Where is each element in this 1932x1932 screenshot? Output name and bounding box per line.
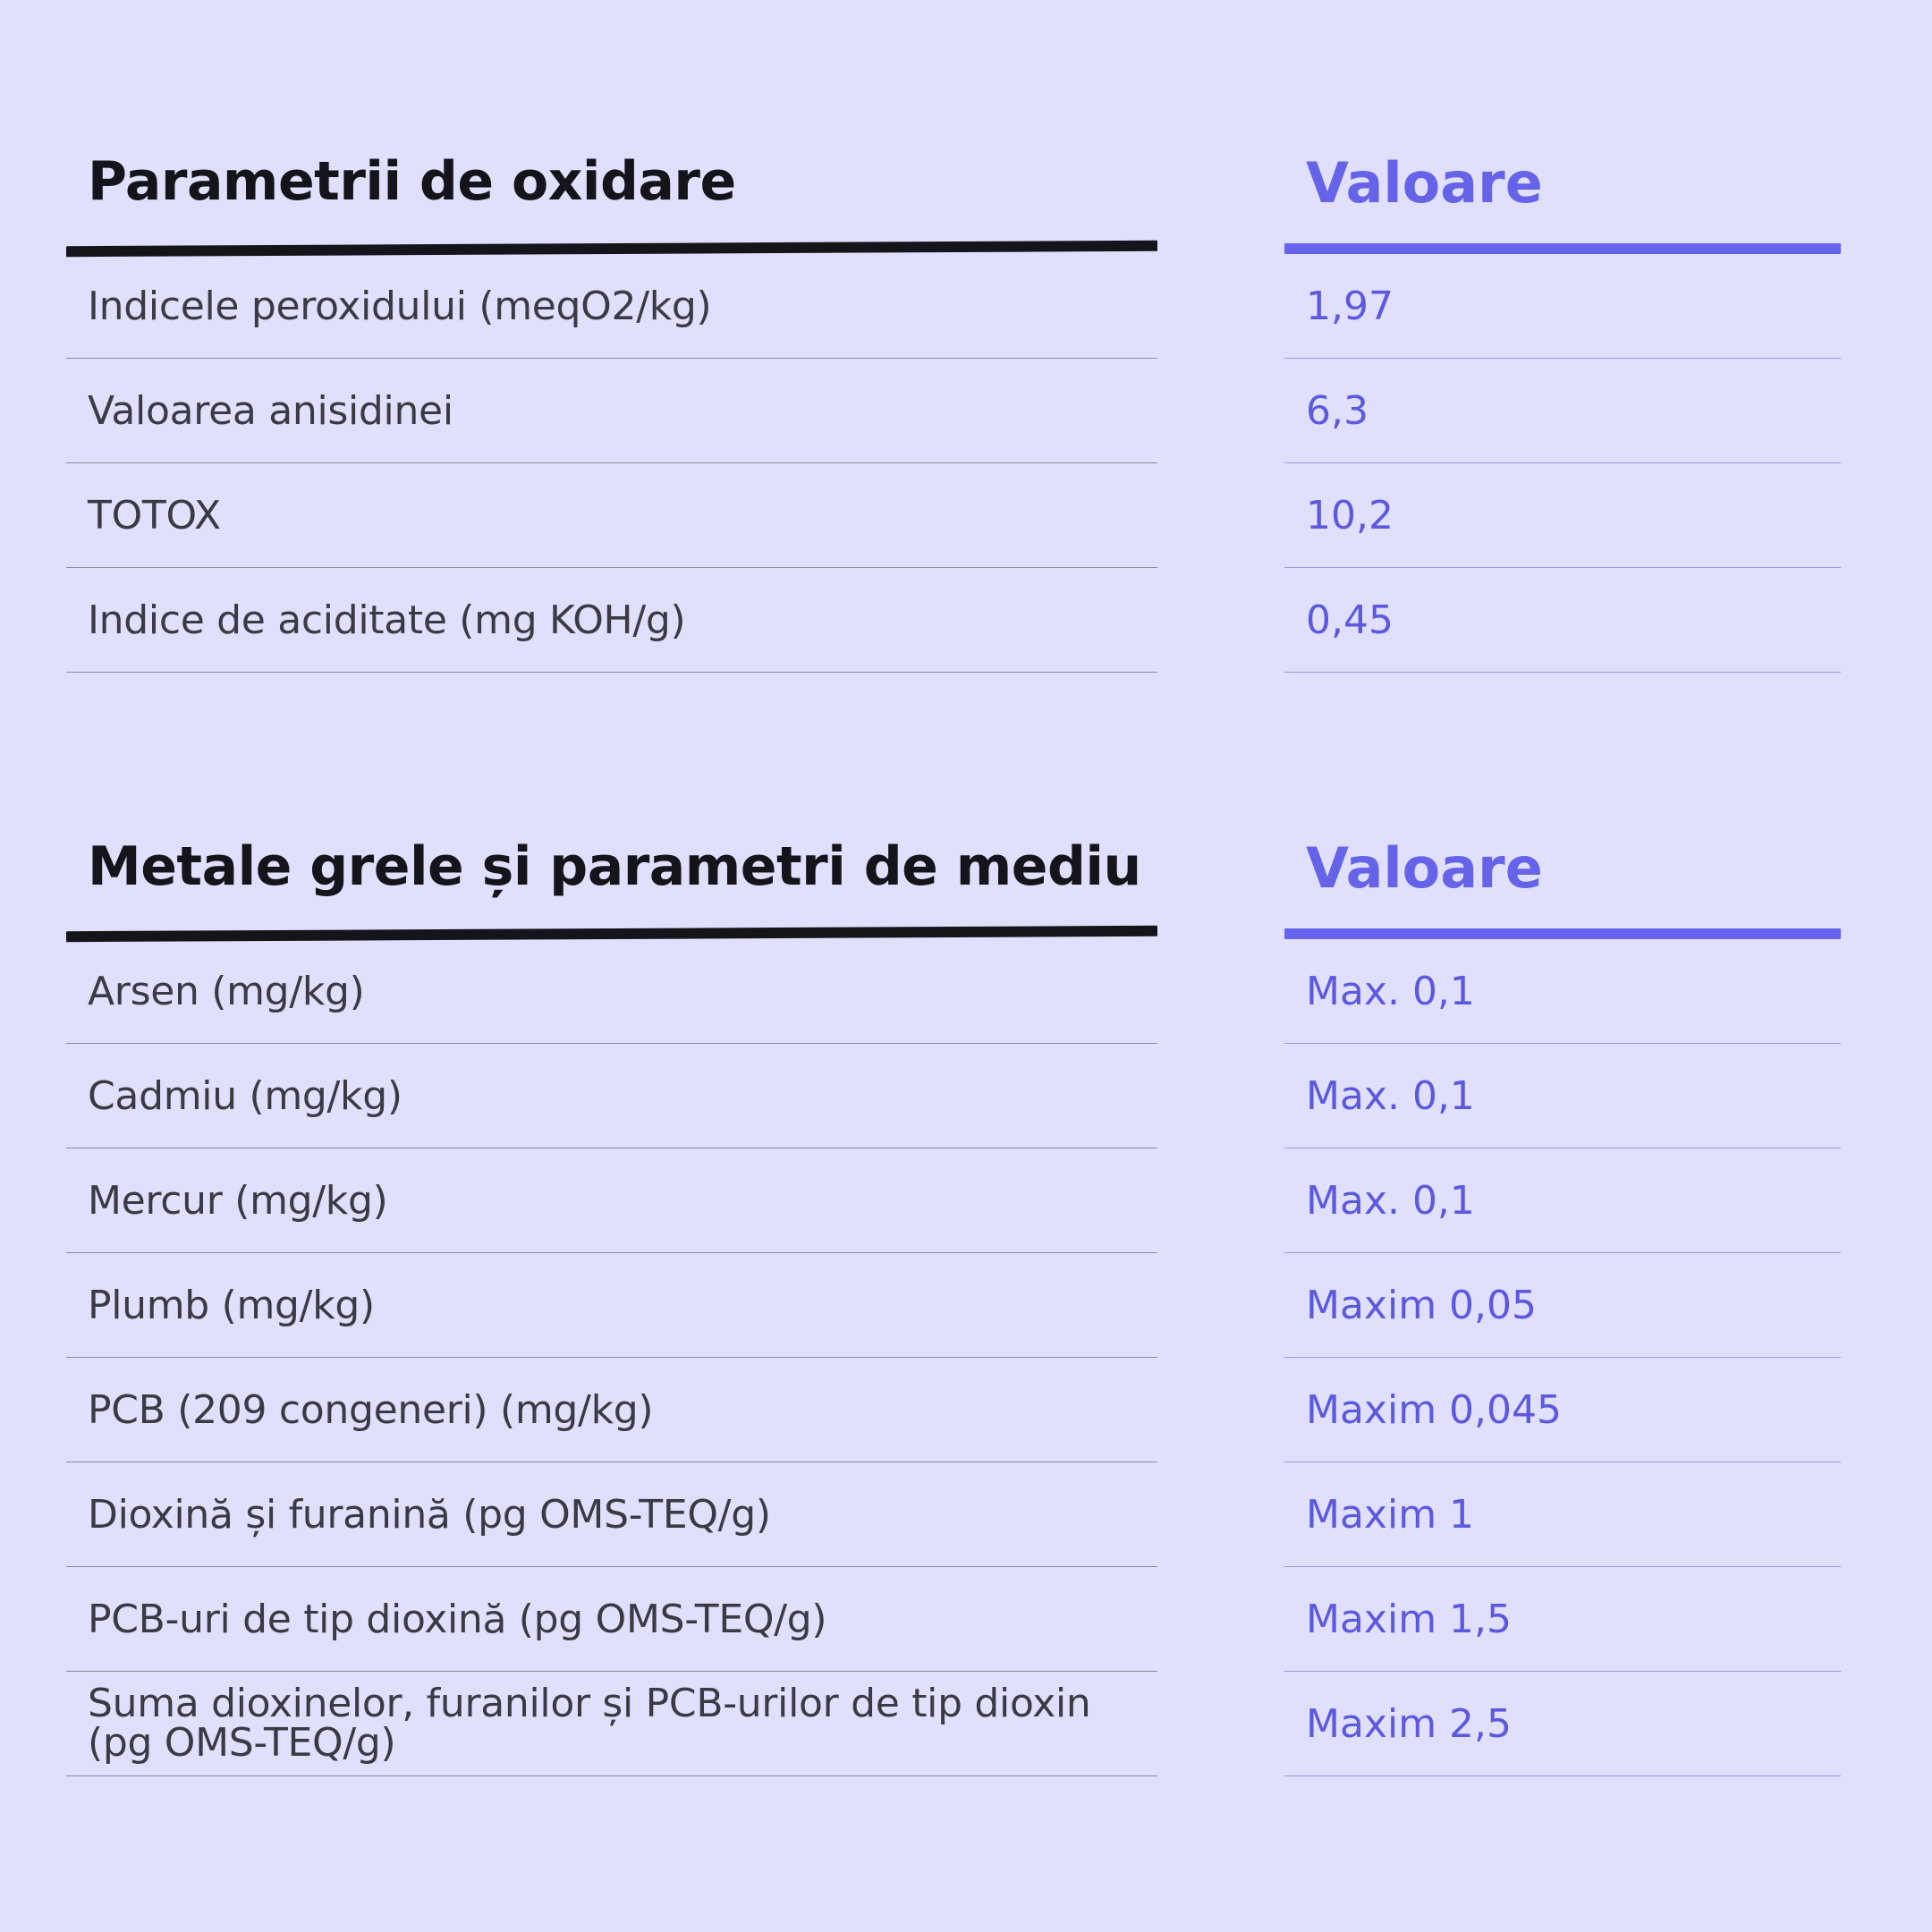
value-cell: Max. 0,1 (1306, 1177, 1475, 1224)
parameter-label: PCB (209 congeneri) (mg/kg) (88, 1386, 654, 1433)
table-row (66, 1462, 1157, 1567)
heavy-metals-title: Metale grele și parametri de mediu (88, 835, 1141, 898)
heavy-metals-parameter-column (66, 828, 1157, 1776)
table-row (1284, 1044, 1841, 1148)
table-row (66, 254, 1157, 359)
table-row (66, 463, 1157, 568)
table-row (66, 1672, 1157, 1776)
table-row (66, 1044, 1157, 1148)
parameter-label: Indice de aciditate (mg KOH/g) (88, 597, 686, 643)
oxidation-header (66, 143, 1157, 243)
table-row (66, 1148, 1157, 1253)
value-cell: Maxim 1 (1306, 1491, 1475, 1538)
heavy-metals-value-column (1284, 828, 1841, 1776)
value-cell: 1,97 (1306, 283, 1394, 329)
table-row (1284, 1567, 1841, 1672)
parameter-label: Dioxină și furanină (pg OMS-TEQ/g) (88, 1491, 771, 1538)
oxidation-value-header (1284, 143, 1841, 243)
table-row (1284, 1462, 1841, 1567)
table-row (1284, 359, 1841, 463)
value-header: Valoare (1306, 150, 1543, 216)
value-header-rule (1284, 243, 1841, 254)
parameter-label: Arsen (mg/kg) (88, 968, 365, 1014)
value-cell: 10,2 (1306, 492, 1394, 538)
parameter-label: Valoarea anisidinei (88, 387, 453, 434)
table-row (1284, 1672, 1841, 1776)
table-row (1284, 1358, 1841, 1462)
table-row (1284, 463, 1841, 568)
value-cell: 0,45 (1306, 597, 1394, 643)
oxidation-parameter-column (66, 143, 1157, 673)
table-row (66, 1253, 1157, 1358)
heavy-metals-value-header (1284, 828, 1841, 928)
value-header-rule (1284, 928, 1841, 939)
table-row (1284, 1148, 1841, 1253)
table-row (66, 359, 1157, 463)
value-cell: Maxim 0,045 (1306, 1386, 1562, 1433)
table-row (1284, 568, 1841, 673)
value-cell: Maxim 0,05 (1306, 1282, 1538, 1328)
value-header: Valoare (1306, 835, 1543, 901)
parameter-label: TOTOX (88, 492, 221, 538)
parameter-label: Plumb (mg/kg) (88, 1282, 375, 1328)
parameter-label: Cadmiu (mg/kg) (88, 1072, 402, 1119)
value-cell: Max. 0,1 (1306, 1072, 1475, 1119)
table-row (66, 568, 1157, 673)
value-cell: Maxim 1,5 (1306, 1596, 1513, 1642)
parameter-label: PCB-uri de tip dioxină (pg OMS-TEQ/g) (88, 1596, 827, 1642)
value-cell: 6,3 (1306, 387, 1368, 434)
oxidation-value-column (1284, 143, 1841, 673)
table-row (1284, 939, 1841, 1044)
value-cell: Maxim 2,5 (1306, 1700, 1513, 1747)
heavy-metals-header (66, 828, 1157, 928)
table-row (66, 1358, 1157, 1462)
table-row (1284, 254, 1841, 359)
parameter-label: Suma dioxinelor, furanilor și PCB-urilor de tip dioxin (pg OMS-TEQ/g) (88, 1681, 1091, 1766)
table-row (66, 1567, 1157, 1672)
parameter-label: Indicele peroxidului (meqO2/kg) (88, 283, 712, 329)
table-row (1284, 1253, 1841, 1358)
oxidation-title: Parametrii de oxidare (88, 150, 736, 213)
table-row (66, 939, 1157, 1044)
value-cell: Max. 0,1 (1306, 968, 1475, 1014)
parameter-label: Mercur (mg/kg) (88, 1177, 388, 1224)
